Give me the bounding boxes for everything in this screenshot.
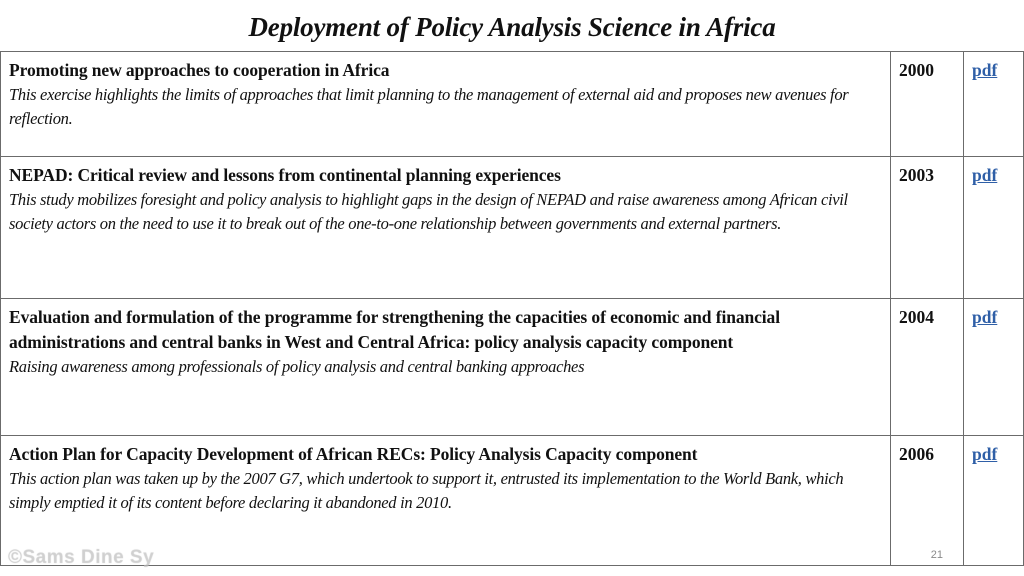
publication-year: 2003 — [899, 165, 934, 185]
table-row — [1, 299, 1024, 436]
publication-title: Action Plan for Capacity Development of African RECs: Policy Analysis Capacity component — [9, 444, 698, 464]
publication-year: 2006 — [899, 444, 934, 464]
link-cell — [964, 299, 1024, 436]
publication-description: This action plan was taken up by the 2007 G7, which undertook to support it, entrusted its implementation to the World Bank, which simply emptied it of its content before declaring it abandoned in 2010. — [9, 469, 844, 512]
link-cell — [964, 52, 1024, 157]
publication-cell — [1, 436, 891, 566]
publication-title: Evaluation and formulation of the programme for strengthening the capacities of economic and financial administrations and central banks in West and Central Africa: policy analysis capacity component — [9, 307, 780, 352]
pdf-link[interactable]: pdf — [972, 444, 998, 464]
pdf-link[interactable]: pdf — [972, 165, 998, 185]
publication-year: 2004 — [899, 307, 934, 327]
publication-cell — [1, 299, 891, 436]
table-row — [1, 157, 1024, 299]
publication-title: Promoting new approaches to cooperation in Africa — [9, 60, 390, 80]
publication-description: This exercise highlights the limits of approaches that limit planning to the management of external aid and proposes new avenues for reflection. — [9, 85, 849, 128]
publications-table — [0, 51, 1024, 566]
publication-cell — [1, 157, 891, 299]
publication-description: This study mobilizes foresight and policy analysis to highlight gaps in the design of NEPAD and raise awareness among African civil society actors on the need to use it to break out of the one-to-one relationship between governments and external partners. — [9, 190, 848, 233]
page-number: 21 — [930, 549, 943, 561]
year-cell — [891, 436, 964, 566]
table-row — [1, 436, 1024, 566]
copyright-watermark: ©Sams Dine Sy — [8, 547, 155, 568]
pdf-link[interactable]: pdf — [972, 307, 998, 327]
link-cell — [964, 157, 1024, 299]
year-cell — [891, 299, 964, 436]
publication-description: Raising awareness among professionals of policy analysis and central banking approaches — [9, 357, 585, 376]
year-cell — [891, 52, 964, 157]
year-cell — [891, 157, 964, 299]
pdf-link[interactable]: pdf — [972, 60, 998, 80]
publication-title: NEPAD: Critical review and lessons from continental planning experiences — [9, 165, 561, 185]
publication-cell — [1, 52, 891, 157]
publication-year: 2000 — [899, 60, 934, 80]
slide-title: Deployment of Policy Analysis Science in Africa — [248, 12, 776, 42]
link-cell — [964, 436, 1024, 566]
table-row — [1, 52, 1024, 157]
